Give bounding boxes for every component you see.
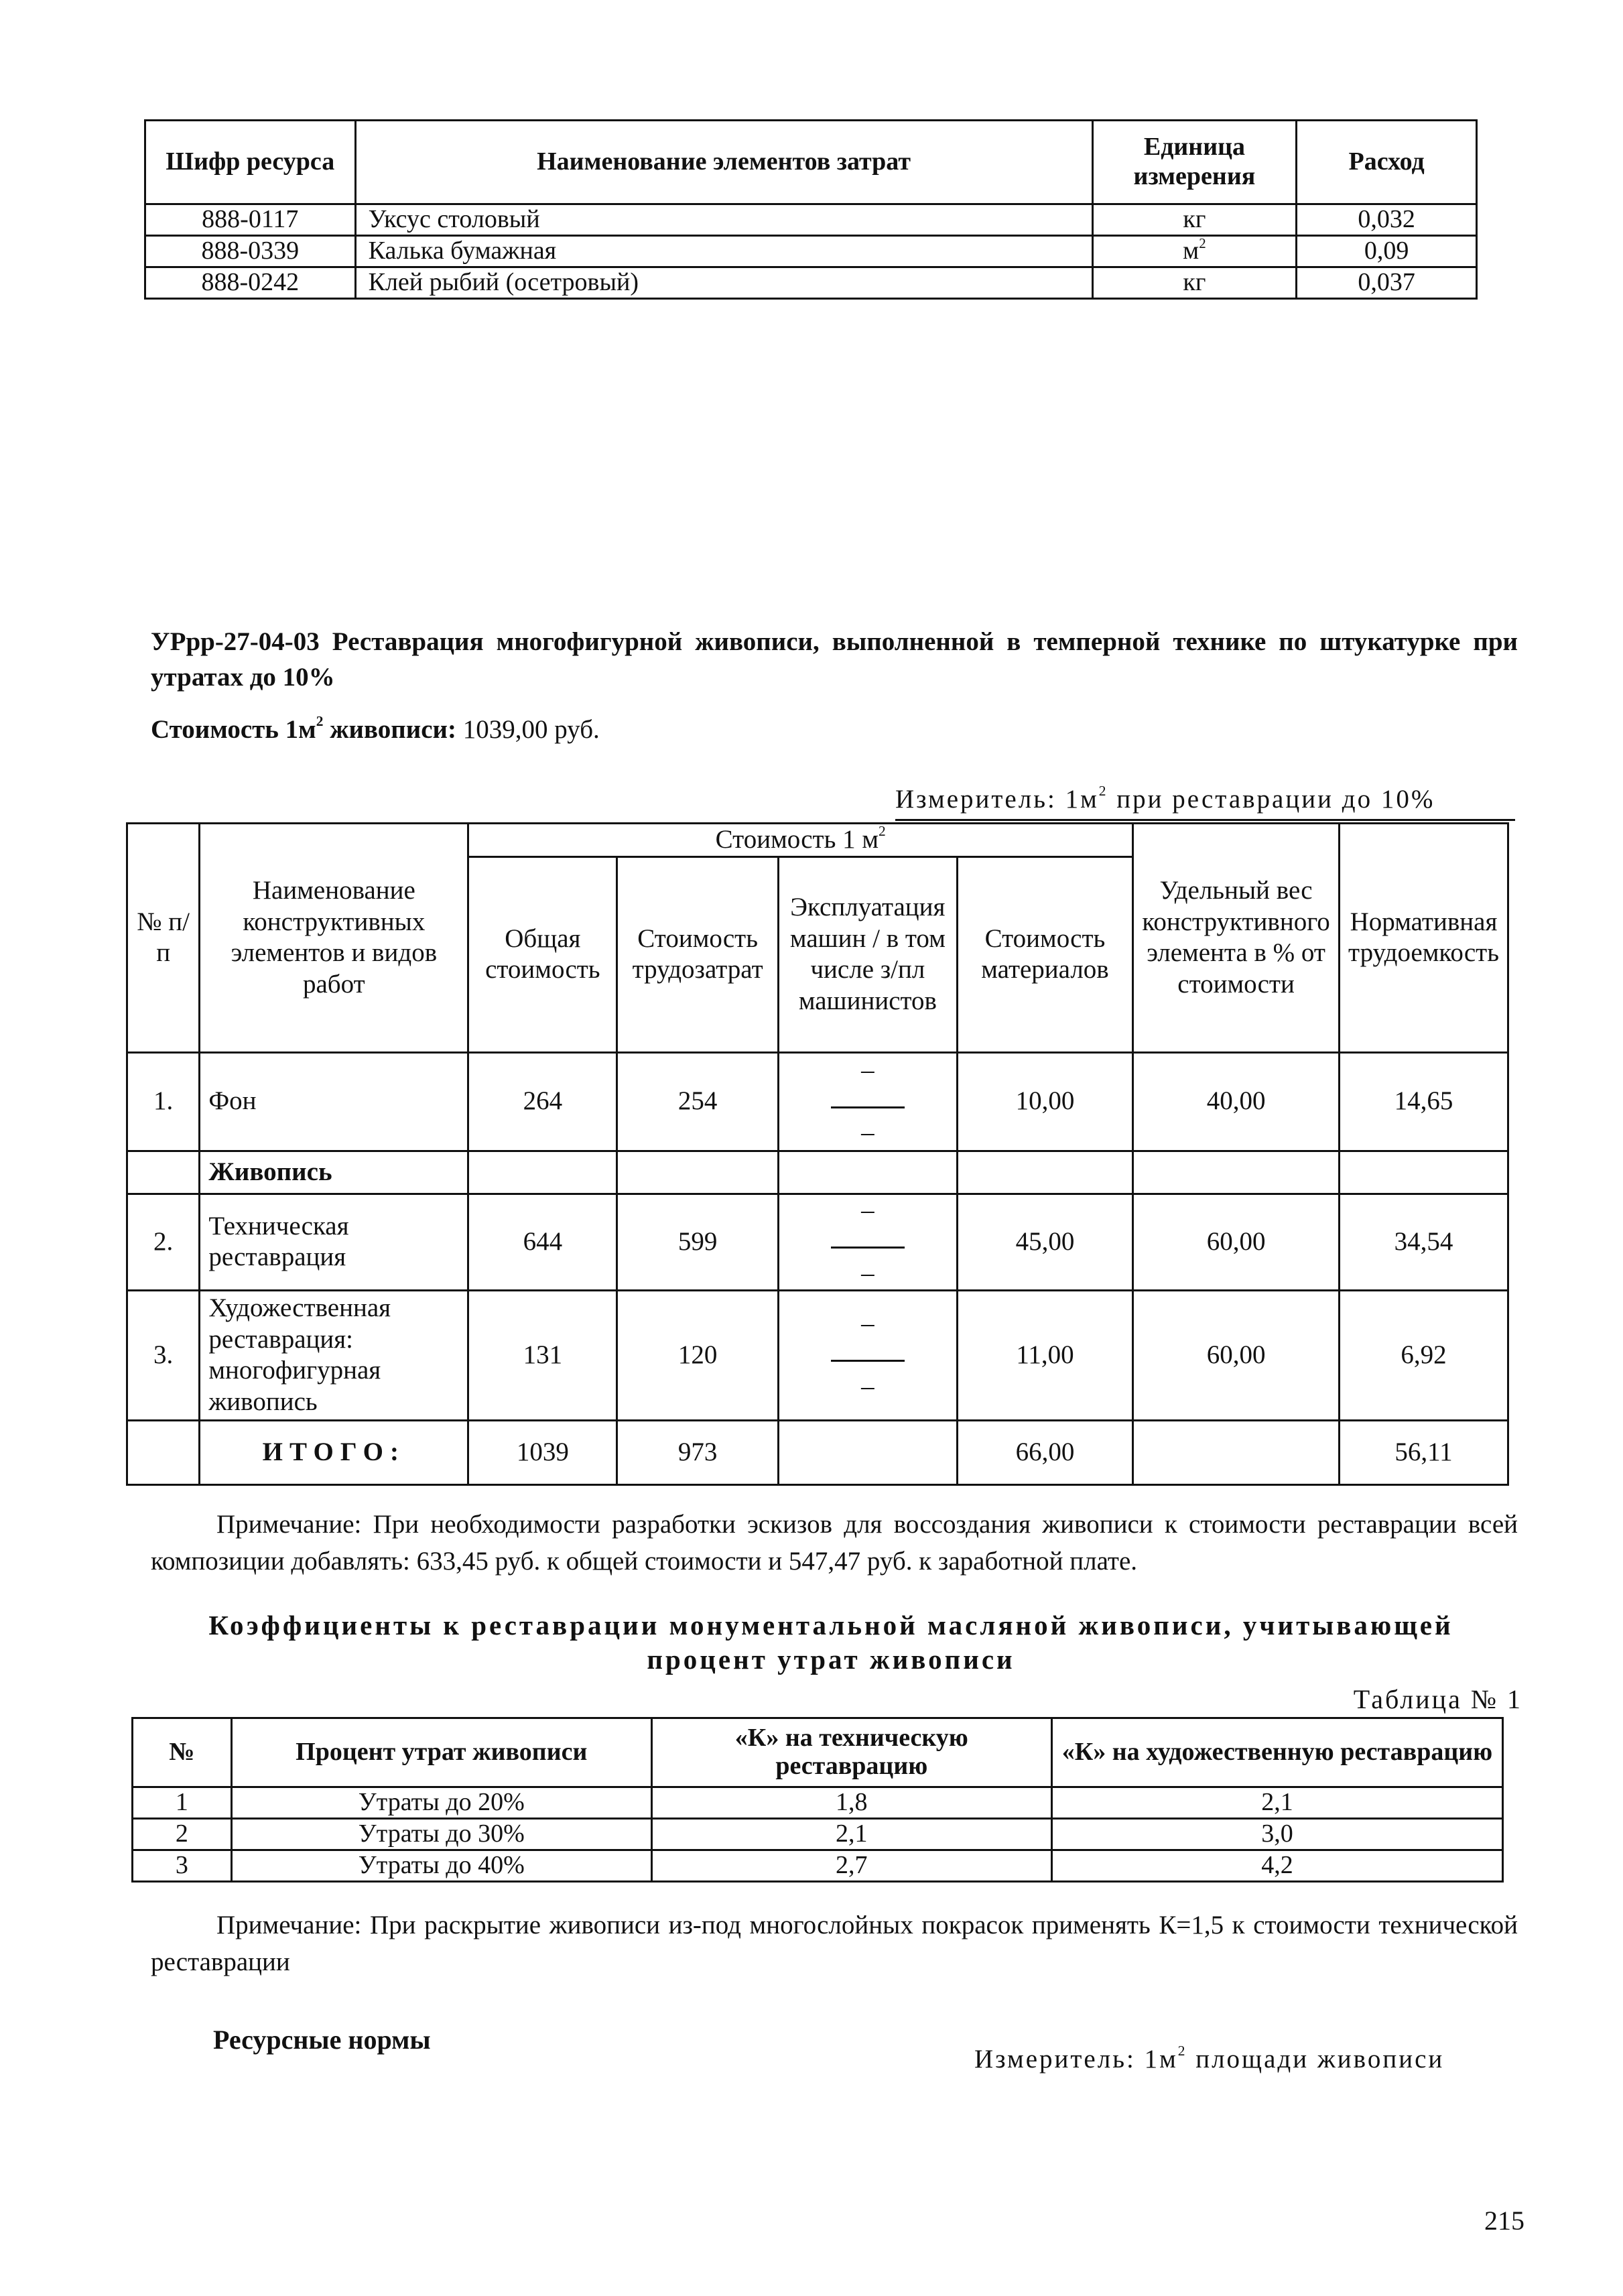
resource-code: 888-0339: [145, 236, 356, 267]
header-materials: Стоимость материалов: [957, 856, 1132, 1052]
header-cost-group: Стоимость 1 $м^2$: [468, 824, 1133, 857]
row-name: Фон: [200, 1052, 468, 1151]
table-header-row: [145, 121, 1477, 204]
row-total: 264: [468, 1052, 617, 1151]
row-name: Техническая реставрация: [200, 1194, 468, 1290]
resource-unit: $м^2$: [1092, 236, 1297, 267]
meter-label: Измеритель: $1м^2$ при реставрации до 10%: [895, 783, 1435, 814]
header-machines: Эксплуатация машин / в том числе з/пл машинистов: [778, 856, 957, 1052]
coef-k-art: 4,2: [1051, 1850, 1502, 1882]
total-cost: 1039: [468, 1420, 617, 1484]
page-number: 215: [1484, 2206, 1524, 2236]
row-materials: 11,00: [957, 1290, 1132, 1420]
header-norm: Нормативная трудоемкость: [1340, 824, 1508, 1053]
row-machines: – –: [778, 1290, 957, 1420]
coef-k-tech: 2,1: [651, 1819, 1051, 1850]
resources-heading: Ресурсные нормы: [213, 2025, 431, 2055]
header-name: Наименование конструктивных элементов и видов работ: [200, 824, 468, 1053]
table-row: [127, 1194, 1508, 1290]
table-row: [145, 267, 1477, 299]
coef-title: Коэффициенты к реставрации монументальной масляной живописи, учитывающей процент утрат живописи: [208, 1610, 1453, 1675]
section-title: УРрр-27-04-03 Реставрация многофигурной живописи, выполненной в темперной технике по штукатурке при утратах до 10%: [151, 627, 1518, 692]
table-row: [145, 236, 1477, 267]
row-total: 644: [468, 1194, 617, 1290]
row-weight: 60,00: [1133, 1194, 1340, 1290]
row-num: 1.: [127, 1052, 200, 1151]
coef-num: 2: [133, 1819, 232, 1850]
row-norm: 6,92: [1340, 1290, 1508, 1420]
coef-k-art: 2,1: [1051, 1787, 1502, 1819]
total-row: [127, 1420, 1508, 1484]
total-labor: 973: [617, 1420, 779, 1484]
header-loss: Процент утрат живописи: [231, 1718, 651, 1787]
cost-value: 1039,00 руб.: [462, 715, 600, 744]
meter-underline: [895, 819, 1515, 821]
resource-code: 888-0117: [145, 204, 356, 236]
coef-num: 3: [133, 1850, 232, 1882]
row-machines: – –: [778, 1194, 957, 1290]
row-num: 2.: [127, 1194, 200, 1290]
row-labor: 254: [617, 1052, 779, 1151]
header-k-art: «К» на художественную реставрацию: [1051, 1718, 1502, 1787]
row-norm: 34,54: [1340, 1194, 1508, 1290]
coef-loss: Утраты до 40%: [231, 1850, 651, 1882]
header-total: Общая стоимость: [468, 856, 617, 1052]
row-num: 3.: [127, 1290, 200, 1420]
header-num: №: [133, 1718, 232, 1787]
header-k-tech: «К» на техническую реставрацию: [651, 1718, 1051, 1787]
coef-k-tech: 1,8: [651, 1787, 1051, 1819]
header-unit: Единица измерения: [1092, 121, 1297, 204]
row-labor: 599: [617, 1194, 779, 1290]
total-materials: 66,00: [957, 1420, 1132, 1484]
table-number-label: Таблица № 1: [1353, 1684, 1522, 1714]
header-name: Наименование элементов затрат: [355, 121, 1092, 204]
table-header-row: [127, 824, 1508, 857]
row-subheading: Живопись: [200, 1151, 468, 1194]
note-overpaint: Примечание: При раскрытие живописи из-под многослойных покрасок применять К=1,5 к стоимости технической реставрации: [151, 1911, 1518, 1976]
coef-loss: Утраты до 20%: [231, 1787, 651, 1819]
row-weight: 40,00: [1133, 1052, 1340, 1151]
table-row: [127, 1290, 1508, 1420]
total-label: ИТОГО:: [200, 1420, 468, 1484]
meter-area-label: Измеритель: $1м^2$ площади живописи: [974, 2043, 1445, 2074]
row-materials: 10,00: [957, 1052, 1132, 1151]
row-total: 131: [468, 1290, 617, 1420]
resource-name: Клей рыбий (осетровый): [355, 267, 1092, 299]
table-row: [133, 1787, 1503, 1819]
resource-name: Уксус столовый: [355, 204, 1092, 236]
total-norm: 56,11: [1340, 1420, 1508, 1484]
coef-k-art: 3,0: [1051, 1819, 1502, 1850]
row-name: Художественная реставрация: многофигурная живопись: [200, 1290, 468, 1420]
header-qty: Расход: [1297, 121, 1477, 204]
table-row: [133, 1819, 1503, 1850]
header-num: № п/п: [127, 824, 200, 1053]
row-norm: 14,65: [1340, 1052, 1508, 1151]
table-row: [127, 1052, 1508, 1151]
table-row: [133, 1850, 1503, 1882]
table-row: [127, 1151, 1508, 1194]
row-labor: 120: [617, 1290, 779, 1420]
note-sketches: Примечание: При необходимости разработки эскизов для воссоздания живописи к стоимости реставрации всей композиции добавлять: 633,45 руб. к общей стоимости и 547,47 руб. к заработной плате.: [151, 1510, 1518, 1576]
header-code: Шифр ресурса: [145, 121, 356, 204]
row-materials: 45,00: [957, 1194, 1132, 1290]
row-machines: – –: [778, 1052, 957, 1151]
resource-qty: 0,032: [1297, 204, 1477, 236]
row-weight: 60,00: [1133, 1290, 1340, 1420]
resource-unit: кг: [1092, 267, 1297, 299]
resource-name: Калька бумажная: [355, 236, 1092, 267]
coef-loss: Утраты до 30%: [231, 1819, 651, 1850]
resource-qty: 0,09: [1297, 236, 1477, 267]
header-labor: Стоимость трудозатрат: [617, 856, 779, 1052]
coef-num: 1: [133, 1787, 232, 1819]
resource-table: [144, 119, 1478, 300]
resource-unit: кг: [1092, 204, 1297, 236]
table-row: [145, 204, 1477, 236]
resource-code: 888-0242: [145, 267, 356, 299]
cost-line: Стоимость $1м^2$ живописи: 1039,00 руб.: [151, 713, 600, 744]
cost-table: [126, 822, 1509, 1486]
coef-k-tech: 2,7: [651, 1850, 1051, 1882]
table-header-row: [133, 1718, 1503, 1787]
header-weight: Удельный вес конструктивного элемента в % от стоимости: [1133, 824, 1340, 1053]
coefficient-table: [131, 1717, 1504, 1883]
resource-qty: 0,037: [1297, 267, 1477, 299]
